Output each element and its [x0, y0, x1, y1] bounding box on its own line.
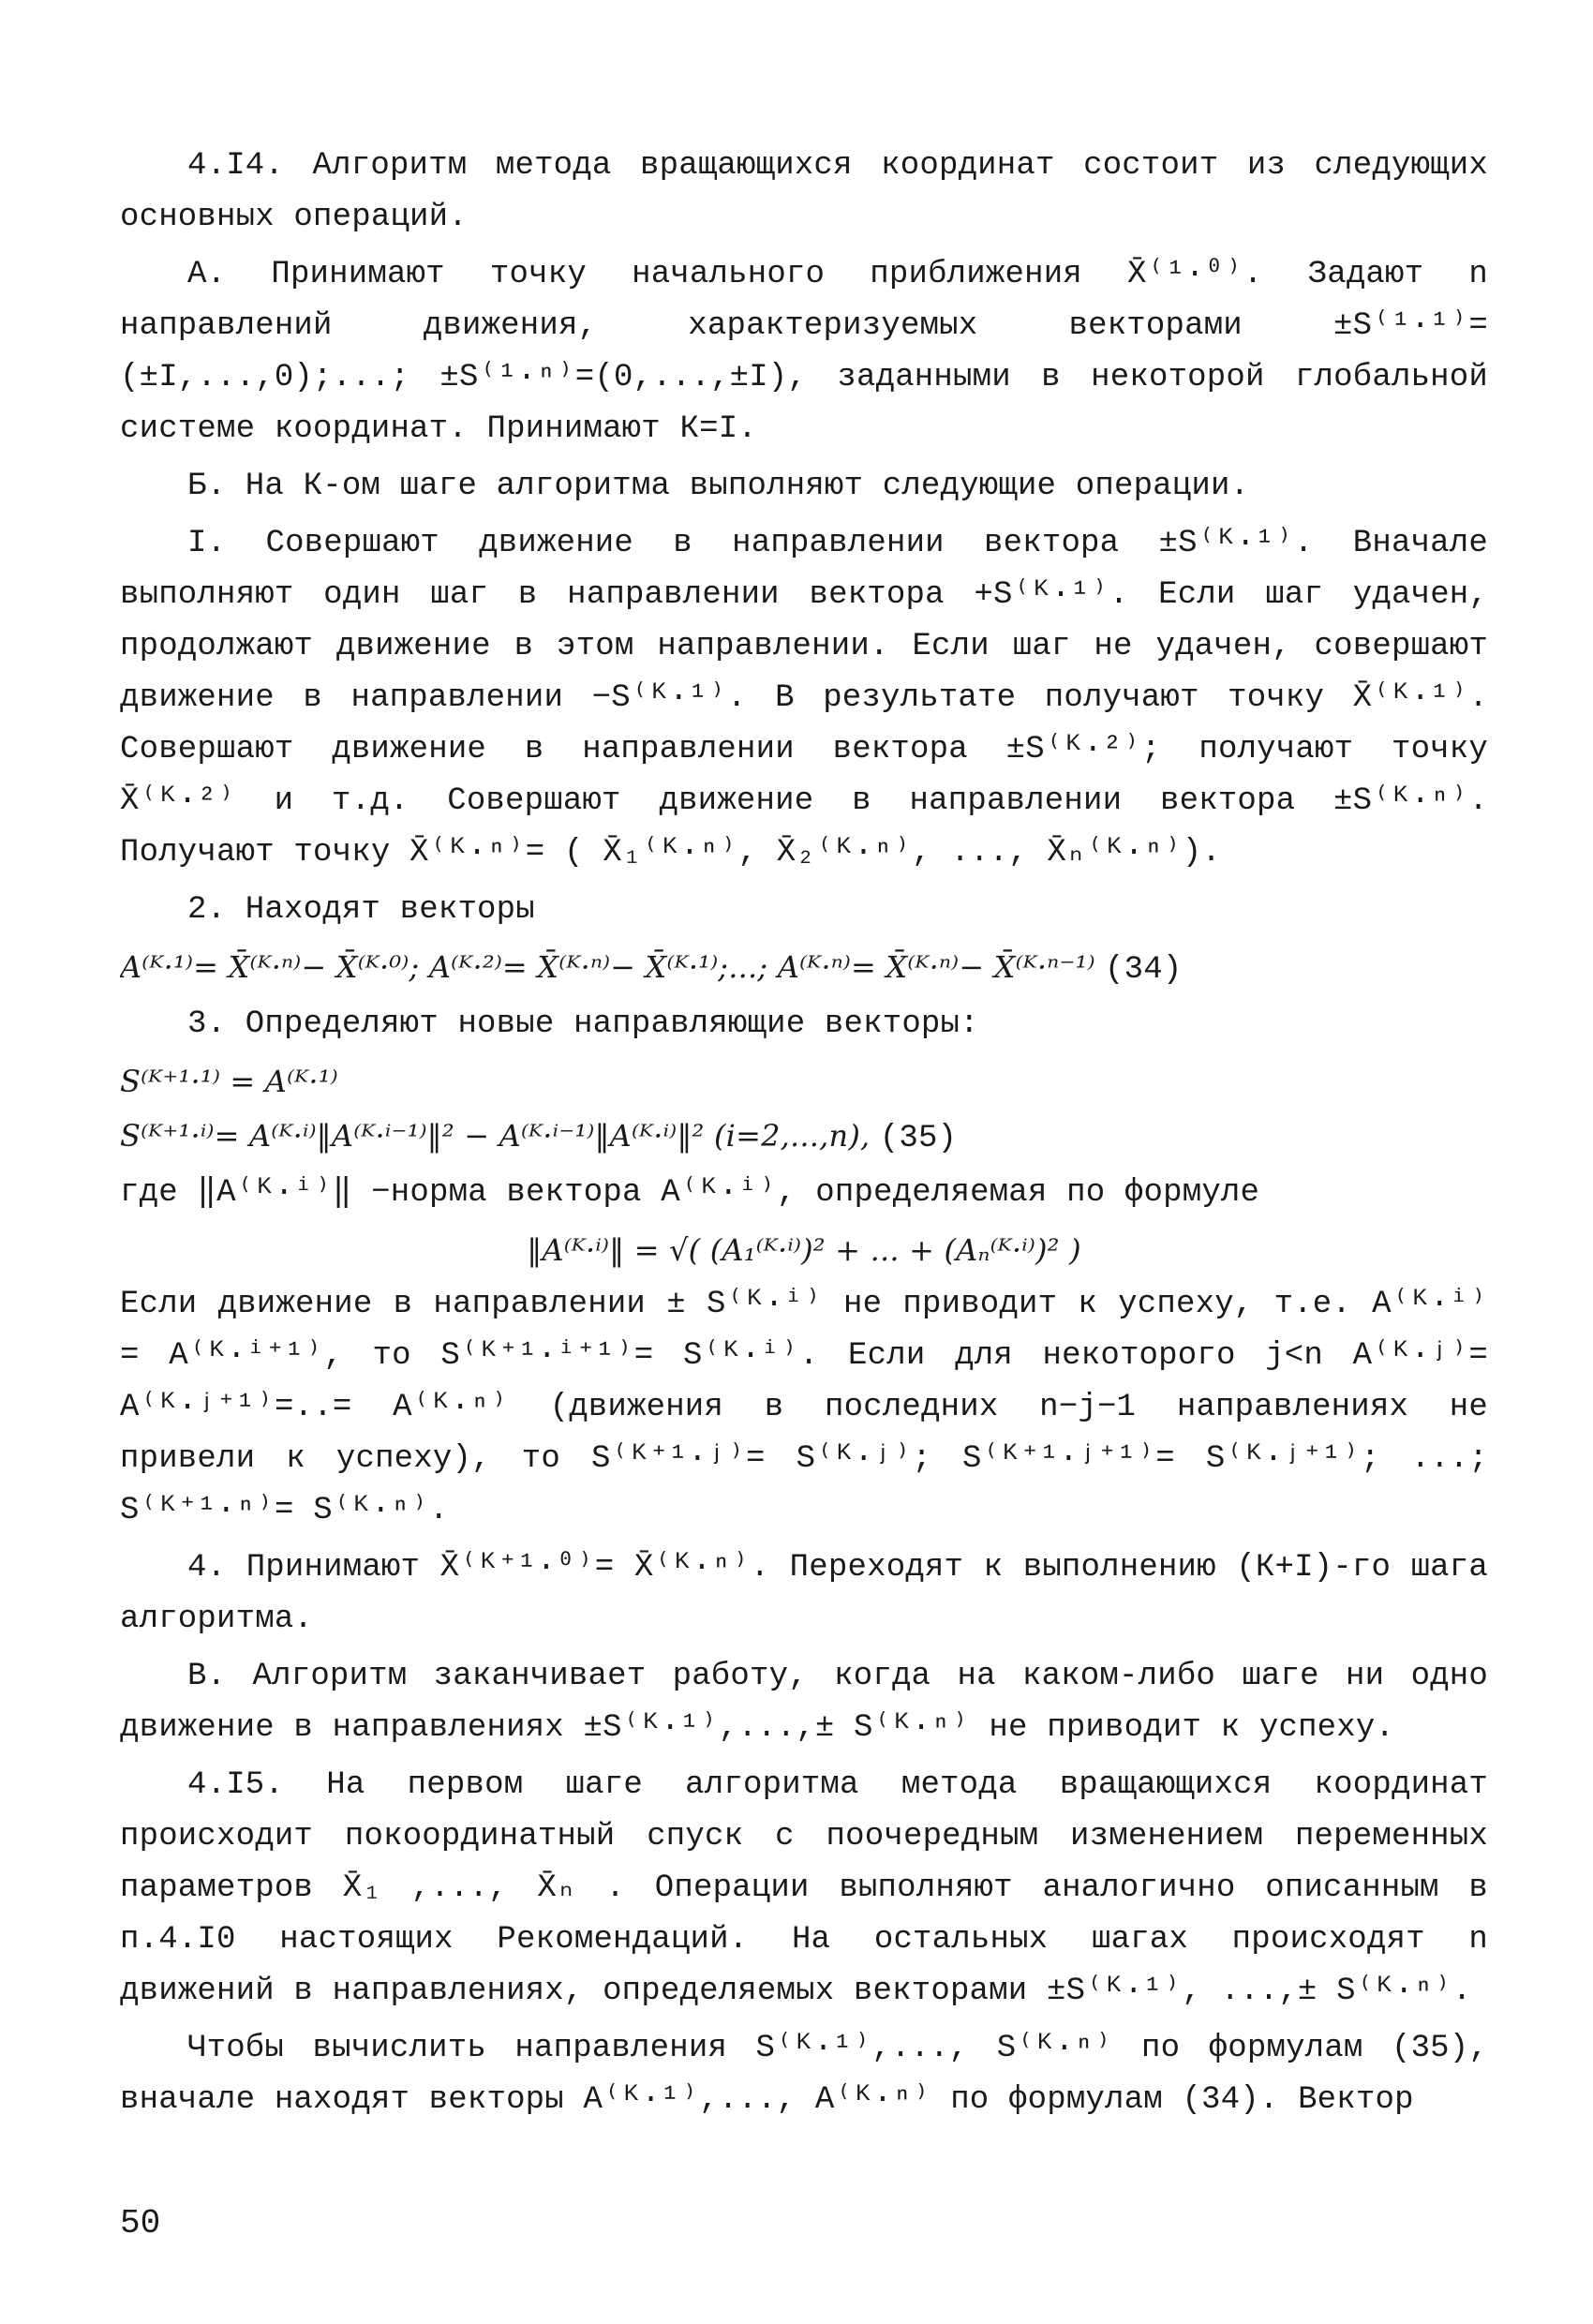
formula-35-body: S⁽ᴷ⁺¹·ⁱ⁾= A⁽ᴷ·ⁱ⁾‖A⁽ᴷ·ⁱ⁻¹⁾‖² − A⁽ᴷ·ⁱ⁻¹⁾‖A⁽ᴷ·ⁱ⁾‖² (i=2,...,n), — [120, 1118, 871, 1154]
paragraph-directions: Чтобы вычислить направления S⁽ᴷ·¹⁾,..., S⁽ᴷ·ⁿ⁾ по формулам (35), вначале находят векторы A⁽ᴷ·¹⁾,..., A⁽ᴷ·ⁿ⁾ по формулам (34). Вектор — [120, 2031, 1488, 2118]
formula-34 — [120, 942, 1488, 995]
paragraph-step-3: 3. Определяют новые направляющие векторы: — [187, 1006, 979, 1042]
paragraph-v: В. Алгоритм заканчивает работу, когда на каком-либо шаге ни одно движение в направлениях ±S⁽ᴷ·¹⁾,...,± S⁽ᴷ·ⁿ⁾ не приводит к успеху. — [120, 1659, 1488, 1746]
document-page — [120, 141, 1488, 2132]
paragraph-b: Б. На К-ом шаге алгоритма выполняют следующие операции. — [187, 469, 1250, 504]
paragraph-no-success: Если движение в направлении ± S⁽ᴷ·ⁱ⁾ не приводит к успеху, т.е. A⁽ᴷ·ⁱ⁾= A⁽ᴷ·ⁱ⁺¹⁾, то S⁽ᴷ⁺¹·ⁱ⁺¹⁾= S⁽ᴷ·ⁱ⁾. Если для некоторого j<n A⁽ᴷ·ʲ⁾= A⁽ᴷ·ʲ⁺¹⁾=..= A⁽ᴷ·ⁿ⁾ (движения в последних n−j−1 направлениях не привели к успеху), то S⁽ᴷ⁺¹·ʲ⁾= S⁽ᴷ·ʲ⁾; S⁽ᴷ⁺¹·ʲ⁺¹⁾= S⁽ᴷ·ʲ⁺¹⁾; ...; S⁽ᴷ⁺¹·ⁿ⁾= S⁽ᴷ·ⁿ⁾. — [120, 1287, 1488, 1528]
formula-34-number: (34) — [1105, 952, 1183, 988]
paragraph-step-1: I. Совершают движение в направлении вектора ±S⁽ᴷ·¹⁾. Вначале выполняют один шаг в направлении вектора +S⁽ᴷ·¹⁾. Если шаг удачен, продолжают движение в этом направлении. Если шаг не удачен, совершают движение в направлении −S⁽ᴷ·¹⁾. В результате получают точку X̄⁽ᴷ·¹⁾. Совершают движение в направлении вектора ±S⁽ᴷ·²⁾; получают точку X̄⁽ᴷ·²⁾ и т.д. Совершают движение в направлении вектора ±S⁽ᴷ·ⁿ⁾. Получают точку X̄⁽ᴷ·ⁿ⁾= ( X̄₁⁽ᴷ·ⁿ⁾, X̄₂⁽ᴷ·ⁿ⁾, ..., X̄ₙ⁽ᴷ·ⁿ⁾). — [120, 526, 1488, 871]
paragraph-4-14: 4.I4. Алгоритм метода вращающихся координат состоит из следующих основных операций. — [120, 148, 1488, 235]
paragraph-4-15: 4.I5. На первом шаге алгоритма метода вращающихся координат происходит покоординатный спуск с поочередным изменением переменных параметров X̄₁ ,..., X̄ₙ . Операции выполняют аналогично описанным в п.4.I0 настоящих Рекомендаций. На остальных шагах происходят n движений в направлениях, определяемых векторами ±S⁽ᴷ·¹⁾, ...,± S⁽ᴷ·ⁿ⁾. — [120, 1767, 1488, 2009]
paragraph-a: А. Принимают точку начального приближения X̄⁽¹·⁰⁾. Задают n направлений движения, характеризуемых векторами ±S⁽¹·¹⁾=(±I,...,0);...; ±S⁽¹·ⁿ⁾=(0,...,±I), заданными в некоторой глобальной системе координат. Принимают К=I. — [120, 257, 1488, 447]
norm-formula: ‖A⁽ᴷ·ⁱ⁾‖ = √( (A₁⁽ᴷ·ⁱ⁾)² + ... + (Aₙ⁽ᴷ·ⁱ⁾)² ) — [527, 1232, 1081, 1268]
norm-definition: где ‖A⁽ᴷ·ⁱ⁾‖ −норма вектора A⁽ᴷ·ⁱ⁾, определяемая по формуле — [120, 1175, 1260, 1211]
formula-35 — [120, 1110, 1488, 1164]
paragraph-step-4: 4. Принимают X̄⁽ᴷ⁺¹·⁰⁾= X̄⁽ᴷ·ⁿ⁾. Переходят к выполнению (К+I)-го шага алгоритма. — [120, 1550, 1488, 1637]
paragraph-step-2: 2. Находят векторы — [187, 892, 535, 928]
page-number: 50 — [120, 2204, 161, 2242]
formula-35-number: (35) — [879, 1121, 958, 1156]
formula-35-first-line: S⁽ᴷ⁺¹·¹⁾ = A⁽ᴷ·¹⁾ — [120, 1064, 338, 1099]
formula-34-body: A⁽ᴷ·¹⁾= X̄⁽ᴷ·ⁿ⁾− X̄⁽ᴷ·⁰⁾; A⁽ᴷ·²⁾= X̄⁽ᴷ·ⁿ⁾− X̄⁽ᴷ·¹⁾;...; A⁽ᴷ·ⁿ⁾= X̄⁽ᴷ·ⁿ⁾− X̄⁽ᴷ·ⁿ⁻¹⁾ — [120, 949, 1095, 985]
